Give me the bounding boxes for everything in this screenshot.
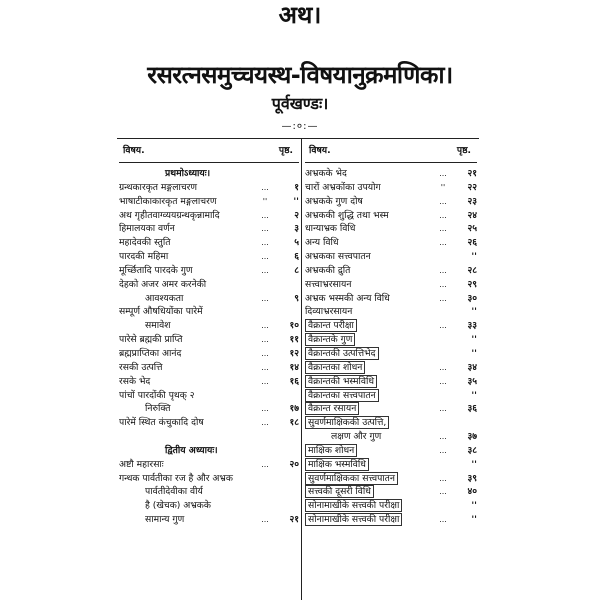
entry-subject: पांचों पारदोंकी पृथक् २ (119, 389, 195, 401)
index-entry (119, 389, 299, 403)
index-entry (305, 250, 477, 264)
index-entry (119, 458, 299, 472)
page-header: पृष्ठ. (278, 145, 293, 156)
entry-page-number: ९ (294, 292, 299, 304)
entry-subject: अन्य विधि (305, 237, 339, 249)
entry-leader: ... (439, 487, 447, 497)
entry-subject: रसकी उत्पत्ति (119, 361, 163, 373)
entry-leader: ... (439, 169, 447, 178)
entry-leader: ... (439, 210, 447, 220)
index-entry (305, 416, 477, 430)
entry-subject: माक्षिक शोधन (305, 444, 431, 458)
entry-page-number: ३७ (467, 431, 477, 443)
entry-leader: ... (439, 404, 447, 414)
index-entry (305, 209, 477, 223)
entry-subject: ब्रह्मप्राप्तिका आनंद (119, 347, 182, 359)
entry-subject: सुवर्णमाक्षिककी उत्पत्ति, (305, 416, 431, 430)
index-entry (305, 319, 477, 333)
index-entry (119, 264, 299, 278)
entry-page-number: ३८ (467, 444, 477, 456)
entry-subject: सत्त्वाभ्ररसायन (305, 278, 352, 290)
entry-leader: ... (439, 238, 447, 248)
entry-leader: ... (439, 279, 447, 289)
entry-subject: आवश्यकता (145, 292, 184, 304)
entry-leader: ... (261, 293, 269, 303)
entry-leader: '' (262, 196, 268, 206)
index-entry (305, 499, 477, 513)
entry-subject: वैक्रान्त रसायन (305, 402, 431, 416)
left-rows (119, 167, 299, 527)
index-entry (305, 305, 477, 319)
entry-subject: रसके भेद (119, 375, 151, 387)
index-entry (119, 333, 299, 347)
entry-leader: ... (261, 376, 269, 386)
entry-subject: दिव्याभ्ररसायन (305, 306, 353, 318)
entry-page-number: २८ (467, 264, 477, 276)
entry-leader: ... (439, 445, 447, 455)
index-entry (305, 292, 477, 306)
entry-subject: वैक्रान्तकी भस्मविधि (305, 375, 431, 389)
entry-leader: ... (261, 335, 269, 345)
entry-subject: पारेमें स्थित कंचुकादि दोष (119, 417, 204, 429)
page-header: पृष्ठ. (456, 145, 471, 156)
entry-subject: सोनामाखीके सत्त्वकी परीक्षा (305, 513, 431, 527)
entry-subject: वैक्रान्तके गुण (305, 333, 431, 347)
entry-subject: भाषाटीकाकारकृत मङ्गलाचरण (119, 195, 217, 207)
entry-subject: अभ्रककी द्रुति (305, 264, 351, 276)
index-entry (119, 292, 299, 306)
left-column-header (119, 140, 299, 163)
index-entry (305, 167, 477, 181)
entry-subject: सत्त्वकी दूसरी विधि (305, 485, 431, 499)
entry-leader: ... (261, 182, 269, 192)
entry-page-number: १७ (289, 403, 299, 415)
entry-leader: ... (261, 459, 269, 469)
entry-subject: वैक्रान्तका सत्त्वपातन (305, 389, 431, 403)
entry-subject: समावेश (145, 320, 171, 332)
entry-page-number: ८ (294, 264, 299, 276)
entry-subject: सामान्य गुण (145, 514, 185, 526)
index-entry (119, 347, 299, 361)
entry-page-number: २२ (467, 181, 477, 193)
entry-page-number: '' (293, 195, 299, 207)
entry-page-number: २१ (289, 514, 299, 526)
entry-page-number: १२ (289, 347, 299, 359)
entry-subject: अभ्रकके भेद (305, 168, 347, 179)
entry-subject: वैक्रान्त परीक्षा (305, 319, 431, 333)
index-entry (305, 361, 477, 375)
entry-leader: ... (261, 418, 269, 428)
entry-leader: ... (439, 473, 447, 483)
entry-leader: ... (261, 321, 269, 331)
index-entry (305, 389, 477, 403)
index-entry (119, 209, 299, 223)
index-entry (119, 167, 299, 181)
entry-subject: देहको अजर अमर करनेकी (119, 278, 207, 290)
entry-page-number: २० (289, 458, 299, 470)
entry-page-number: '' (471, 389, 477, 401)
index-entry (119, 222, 299, 236)
entry-page-number: '' (471, 514, 477, 526)
entry-page-number: ५ (294, 237, 299, 249)
entry-subject: वैक्रान्तकी उत्पत्तिभेद (305, 347, 431, 361)
entry-page-number: ३३ (467, 320, 477, 332)
index-entry (119, 250, 299, 264)
index-entry (305, 430, 477, 444)
entry-subject: अष्टौ महारसाः (119, 458, 164, 470)
index-entry (305, 472, 477, 486)
entry-leader: ... (261, 362, 269, 372)
entry-page-number: २१ (467, 168, 477, 179)
entry-subject: सुवर्णमाक्षिकका सत्त्वपातन (305, 472, 431, 486)
index-entry (305, 485, 477, 499)
index-entry (119, 499, 299, 513)
index-entry (119, 278, 299, 292)
entry-subject: पारेसे ब्रह्मकी प्राप्ति (119, 334, 183, 346)
index-entry (119, 319, 299, 333)
ornament-divider: —:०:— (281, 121, 319, 132)
entry-leader: ... (439, 321, 447, 331)
entry-leader: ... (261, 224, 269, 234)
index-entry (119, 195, 299, 209)
entry-leader: ... (261, 515, 269, 525)
column-divider (301, 138, 302, 600)
entry-page-number: २५ (467, 223, 477, 235)
index-entry (119, 444, 299, 458)
entry-subject: प्रथमोऽध्यायः। (165, 168, 211, 179)
index-entry (119, 375, 299, 389)
index-entry (305, 181, 477, 195)
index-entry (305, 513, 477, 527)
entry-leader: ... (439, 515, 447, 525)
entry-leader: ... (261, 238, 269, 248)
entry-page-number: १ (294, 181, 299, 193)
entry-subject: है (खेचक) अभ्रकके (145, 500, 211, 512)
entry-page-number: ३५ (467, 375, 477, 387)
index-entry (119, 402, 299, 416)
entry-subject: लक्षण और गुण (331, 431, 382, 443)
entry-subject: माक्षिक भस्मविधि (305, 458, 431, 472)
entry-page-number: '' (471, 306, 477, 318)
index-entry (305, 195, 477, 209)
entry-subject: अभ्रक भस्मकी अन्य विधि (305, 292, 390, 304)
entry-subject: मूर्च्छितादि पारदके गुण (119, 264, 193, 276)
entry-leader: ... (439, 196, 447, 206)
entry-page-number: २९ (467, 278, 477, 290)
index-entry (119, 236, 299, 250)
index-entry (119, 472, 299, 486)
entry-page-number: ४० (467, 486, 477, 498)
entry-subject: अथ गृहीतवाग्व्ययग्रन्थकृन्नामादि (119, 209, 220, 221)
entry-page-number: २६ (467, 237, 477, 249)
entry-subject: हिमालयका वर्णन (119, 223, 175, 235)
entry-subject: पार्वतीदेवीका वीर्य (145, 486, 203, 498)
entry-page-number: '' (471, 458, 477, 470)
entry-subject: सोनामाखीके सत्त्वकी परीक्षा (305, 499, 431, 513)
entry-leader: ... (439, 362, 447, 372)
index-entry (305, 278, 477, 292)
entry-leader: ... (261, 348, 269, 358)
entry-page-number: ३४ (467, 361, 477, 373)
index-entry (305, 347, 477, 361)
entry-page-number: २४ (467, 209, 477, 221)
index-entry (119, 430, 299, 444)
subject-header: विषय. (309, 145, 331, 156)
entry-subject: पारदकी महिमा (119, 251, 169, 263)
entry-page-number: ३६ (467, 403, 477, 415)
entry-subject: गन्धक पार्वतीका रज है और अभ्रक (119, 472, 233, 484)
index-entry (305, 402, 477, 416)
page-title: रसरत्नसमुच्चयस्थ-विषयानुक्रमणिका। (147, 61, 453, 89)
entry-page-number: ३ (294, 223, 299, 235)
index-entry (305, 264, 477, 278)
entry-leader: ... (439, 224, 447, 234)
entry-subject: ग्रन्थकारकृत मङ्गलाचरण (119, 181, 198, 193)
entry-leader: '' (440, 182, 446, 192)
entry-subject: अभ्रककी शुद्धि तथा भस्म (305, 209, 389, 221)
index-entry (305, 444, 477, 458)
left-column (119, 140, 299, 527)
entry-page-number: '' (471, 334, 477, 346)
entry-leader: ... (439, 376, 447, 386)
entry-page-number: ३९ (467, 472, 477, 484)
entry-subject: धान्याभ्रक विधि (305, 223, 356, 235)
entry-subject: अभ्रकका सत्त्वपातन (305, 251, 371, 263)
entry-leader: ... (439, 432, 447, 442)
entry-page-number: ३० (467, 292, 477, 304)
index-entry (305, 375, 477, 389)
header-word: अथ। (278, 1, 322, 29)
entry-subject: वैक्रान्तका शोधन (305, 361, 431, 375)
index-entry (119, 305, 299, 319)
index-entry (305, 333, 477, 347)
index-entry (305, 458, 477, 472)
entry-page-number: १४ (289, 361, 299, 373)
entry-leader: ... (261, 210, 269, 220)
subject-header: विषय. (123, 145, 145, 156)
entry-leader: ... (261, 265, 269, 275)
entry-subject: द्वितीय अध्यायः। (165, 444, 218, 456)
entry-page-number: १० (289, 320, 299, 332)
entry-page-number: १८ (289, 417, 299, 429)
entry-subject: निरुक्ति (145, 403, 171, 415)
entry-page-number: २ (294, 209, 299, 221)
entry-leader: ... (439, 265, 447, 275)
right-rows (305, 167, 477, 527)
entry-subject: सम्पूर्ण औषधियोंका पारेमें (119, 306, 203, 318)
right-column (305, 140, 477, 527)
entry-page-number: ६ (294, 251, 299, 263)
entry-leader: ... (261, 252, 269, 262)
entry-leader: ... (261, 404, 269, 414)
index-entry (119, 485, 299, 499)
index-entry (119, 361, 299, 375)
section-title: पूर्वखण्डः। (271, 94, 329, 113)
entry-leader: ... (439, 293, 447, 303)
index-entry (119, 416, 299, 430)
index-entry (305, 236, 477, 250)
index-entry (119, 513, 299, 527)
entry-page-number: '' (471, 500, 477, 512)
entry-page-number: २३ (467, 195, 477, 207)
right-column-header (305, 140, 477, 163)
index-entry (305, 222, 477, 236)
entry-subject: महादेवकी स्तुति (119, 237, 171, 249)
entry-page-number: '' (471, 347, 477, 359)
entry-page-number: १६ (289, 375, 299, 387)
entry-subject: अभ्रकके गुण दोष (305, 195, 363, 207)
entry-subject: चारों अभ्रकोंका उपयोग (305, 181, 381, 193)
entry-page-number: ११ (289, 334, 299, 346)
entry-page-number: '' (471, 251, 477, 263)
index-entry (119, 181, 299, 195)
